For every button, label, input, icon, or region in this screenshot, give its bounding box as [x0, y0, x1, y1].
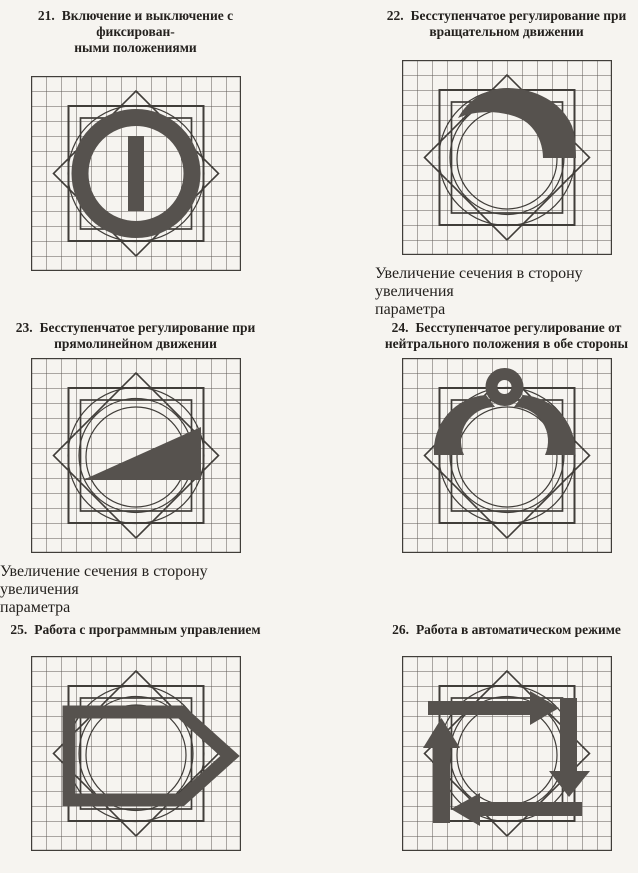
subcaption-line: параметра [375, 301, 446, 318]
figure-25-caption [0, 622, 271, 638]
caption-line: нейтрального положения в обе стороны [384, 336, 629, 351]
caption-line: 26. Работа в автоматическом режиме [392, 622, 621, 637]
program-control-icon [31, 656, 241, 851]
figure-number: 25. [10, 622, 28, 637]
subcaption-line: Увеличение сечения в сторону увеличения [375, 265, 583, 300]
figure-22-caption [375, 8, 638, 40]
caption-line: прямолинейном движении [54, 336, 217, 351]
figure-21-drawing [31, 76, 241, 271]
figure-block-23 [0, 318, 319, 616]
figure-24-drawing [402, 358, 612, 553]
linear-stepless-control-icon [31, 358, 241, 553]
caption-line: 25. Работа с программным управлением [10, 622, 261, 637]
subcaption-line: параметра [0, 599, 71, 616]
caption-line: 22. Бесступенчатое регулирование при [386, 8, 627, 23]
figure-21-caption [0, 8, 271, 56]
figure-24-caption [375, 320, 638, 352]
figure-number: 26. [392, 622, 409, 637]
caption-line: вращательном движении [429, 24, 584, 39]
power-on-off-fixed-icon [31, 76, 241, 271]
neutral-bidirectional-control-icon [402, 358, 612, 553]
figure-block-22 [319, 0, 638, 318]
figure-26-caption [375, 622, 638, 638]
figure-block-25 [0, 612, 319, 873]
figure-block-21 [0, 0, 319, 318]
subcaption-line: Увеличение сечения в сторону увеличения [0, 563, 208, 598]
rotary-stepless-control-icon [402, 60, 612, 255]
caption-line: 24. Бесступенчатое регулирование от [391, 320, 622, 335]
figure-block-24 [319, 318, 638, 612]
figure-number: 24. [391, 320, 409, 335]
figure-block-26 [319, 612, 638, 873]
construction-grid [402, 358, 612, 553]
figure-26-drawing [402, 656, 612, 851]
caption-line: 23. Бесступенчатое регулирование при [15, 320, 256, 335]
figure-number: 23. [15, 320, 33, 335]
automatic-mode-icon [402, 656, 612, 851]
caption-line: 21. Включение и выключение с фиксирован- [37, 8, 234, 39]
figure-number: 22. [386, 8, 404, 23]
figure-23-caption [0, 320, 271, 352]
figure-number: 21. [37, 8, 55, 23]
figure-22-drawing [402, 60, 612, 255]
construction-grid [31, 358, 241, 553]
figure-25-drawing [31, 656, 241, 851]
figure-23-drawing [31, 358, 241, 553]
caption-line: ными положениями [74, 40, 197, 55]
